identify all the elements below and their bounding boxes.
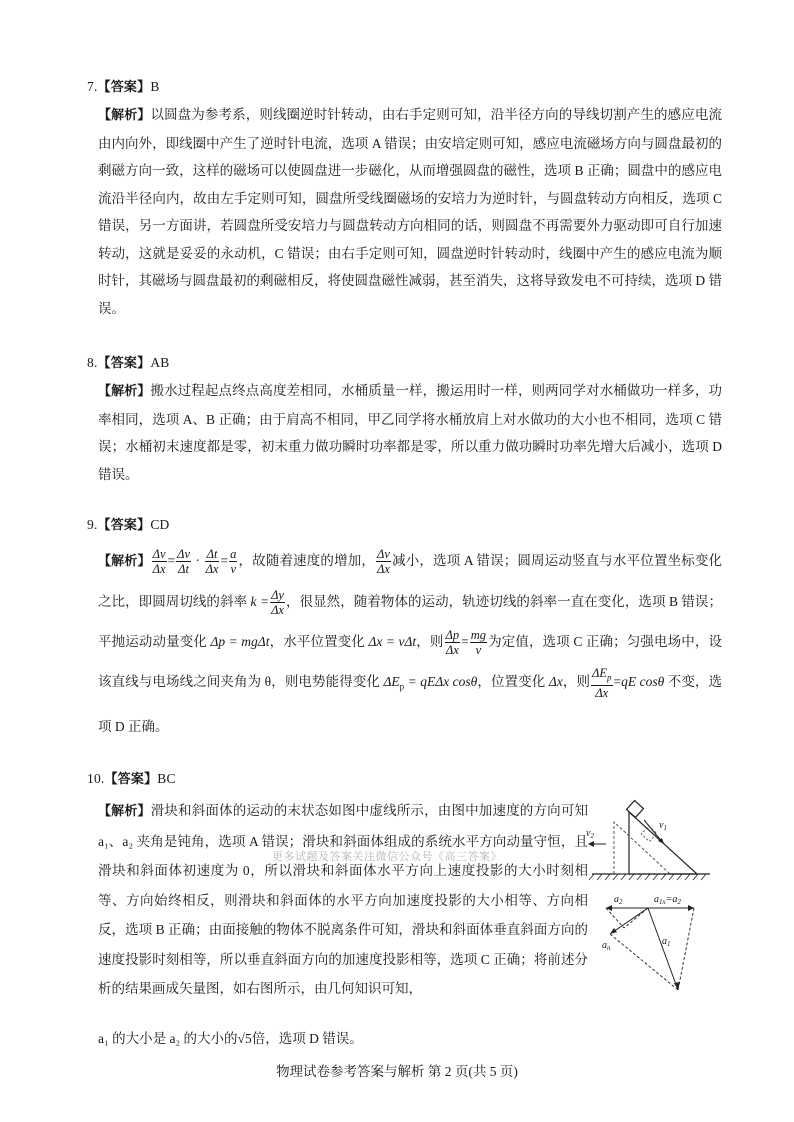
q7-answer-line <box>87 76 160 95</box>
q8-analysis-text: 搬水过程起点终点高度差相同，水桶质量一样，搬运用时一样，则两同学对水桶做功一样多，功率相同，选项 A、B 正确；由于肩高不相同，甲乙同学将水桶放肩上对水做功的大小也不相同，选项 C 错误；水桶初末速度都是零，初末重力做功瞬时功率都是零，所以重力做功瞬时功率先增大后减小，选项 D 错误。 <box>98 383 722 482</box>
label-a1x: $a_{1x}=a_2$ <box>654 894 681 906</box>
frac-mg-v: $\frac{mg}{v}$ <box>470 628 487 658</box>
label-v2: $v_2$ <box>586 828 594 840</box>
q10-analysis-end: a₁ 的大小是 a₂ 的大小的√5倍，选项 D 错误。 <box>98 1031 363 1046</box>
frac-dp-dx: $\frac{\Delta p}{\Delta x}$ <box>445 628 460 658</box>
q10-number: 10. <box>87 771 105 786</box>
q9-answer: CD <box>150 517 170 532</box>
sqrt5: √5 <box>237 1031 252 1046</box>
q8-number: 8. <box>87 355 98 370</box>
label-an: $a_n$ <box>602 940 611 952</box>
page-footer: 物理试卷参考答案与解析 第 2 页(共 5 页) <box>276 1064 518 1079</box>
q8-analysis <box>98 377 722 488</box>
q8-answer: AB <box>150 355 170 370</box>
q7-analysis-tag: 【解析】 <box>98 108 151 123</box>
q7-analysis <box>98 101 722 322</box>
q8-answer-line <box>87 352 170 371</box>
q9-answer-line <box>87 514 170 533</box>
q7-analysis-text: 以圆盘为参考系，则线圈逆时针转动，由右手定则可知，沿半径方向的导线切割产生的感应电流由内向外，即线圈中产生了逆时针电流，选项 A 错误；由安培定则可知，感应电流磁场方向与圆盘最初的剩磁方向一致，这样的磁场可以使圆盘进一步磁化，从而增强圆盘的磁性，选项 B 正确；圆盘中的感应电流沿半径向内，故由左手定则可知，圆盘所受线圈磁场的安培力为逆时针，与圆盘转动方向相反，选项 C 错误，另一方面讲，若圆盘所受安培力与圆盘转动方向相同的话，则圆盘不再需要外力驱动即可自行加速转动，这就是妥妥的永动机，C 错误；由右手定则可知，圆盘逆时针转动时，线圈中产生的感应电流为顺时针，其磁场与圆盘最初的剩磁相反，将使圆盘磁性减弱，甚至消失，这将导致发电不可持续，选项 D 错误。 <box>98 107 722 316</box>
q8-analysis-tag: 【解析】 <box>98 384 151 399</box>
q9-answer-tag: 【答案】 <box>97 518 151 533</box>
label-a1: $a_1$ <box>662 936 671 948</box>
watermark: 更多试题及答案关注微信公众号《高三答案》 <box>272 850 502 863</box>
frac-dv-dx-2: $\frac{\Delta v}{\Delta x}$ <box>377 547 390 577</box>
q10-answer-line <box>87 768 176 787</box>
frac-dep-dx: $\frac{\Delta E_p}{\Delta x}$ <box>592 666 612 700</box>
q9-number: 9. <box>87 517 98 532</box>
frac-dv-dx: $\frac{\Delta v}{\Delta x}$ <box>152 547 166 577</box>
q7-answer-tag: 【答案】 <box>97 80 151 95</box>
q7-answer: B <box>150 79 160 94</box>
frac-dv-dt: $\frac{\Delta v}{\Delta t}$ <box>177 547 191 577</box>
q10-analysis <box>98 796 588 1004</box>
q10-analysis-text: 滑块和斜面体的运动的末状态如图中虚线所示，由图中加速度的方向可知 a₁、a₂ 夹角是钝角，选项 A 错误；滑块和斜面体组成的系统水平方向动量守恒，且滑块和斜面体初速度为 0，所以滑块和斜面体水平方向上速度投影的大小时刻相等、方向始终相反，则滑块和斜面体的水平方向加速度投影的大小相等、方向相反，选项 B 正确；由面接触的物体不脱离条件可知，滑块和斜面体垂直斜面方向的速度投影时刻相等，所以垂直斜面方向的加速度投影相等，选项 C 正确；将前述分析的结果画成矢量图，如右图所示，由几何知识可知， <box>98 803 588 996</box>
q9-analysis: 【解析】 $\frac{\Delta v}{\Delta x}$ = $\frac{\Delta v}{\Delta t}$ · $\frac{\Delta t}{\Delta x}$ = $\frac{a}{v}$ ，故随着速度的增加， $\frac{\Delta v}{\Delta x}$ 减小，选项 A 错误；圆周运动竖直与水平位置坐标变化之比，即圆周切线的斜率 k = $\frac{\Delta y}{\Delta x}$ ，很显然，随着物体的运动，轨迹切线的斜率一直在变化，选项 B 错误；平抛运动动量变化 Δp = mgΔt，水平位置变化 Δx = vΔt，则 $\frac{\Delta p}{\Delta x}$ = $\frac{mg}{v}$ 为定值，选项 C 正确；匀强电场中，设该直线与电场线之间夹角为 θ，则电势能得变化 $\Delta E_p = qE\Delta x$ cosθ，位置变化 Δx，则 $\frac{\Delta E_p}{\Delta x}$ =qE cosθ 不变，选项 D 正确。 <box>98 547 723 734</box>
vector-diagram <box>596 886 706 996</box>
q10-analysis-tag: 【解析】 <box>98 804 151 819</box>
q10-answer: BC <box>157 771 176 786</box>
q8-answer-tag: 【答案】 <box>97 356 151 371</box>
frac-dy-dx: $\frac{\Delta y}{\Delta x}$ <box>271 588 284 618</box>
frac-dt-dx: $\frac{\Delta t}{\Delta x}$ <box>205 547 219 577</box>
incline-diagram <box>584 798 714 888</box>
q7-number: 7. <box>87 79 98 94</box>
q9-analysis-tag: 【解析】 <box>98 554 151 569</box>
label-a2: $a_2$ <box>614 894 623 906</box>
frac-a-v: $\frac{a}{v}$ <box>230 547 237 577</box>
label-v1: $v_1$ <box>659 820 667 832</box>
q10-answer-tag: 【答案】 <box>104 772 158 787</box>
